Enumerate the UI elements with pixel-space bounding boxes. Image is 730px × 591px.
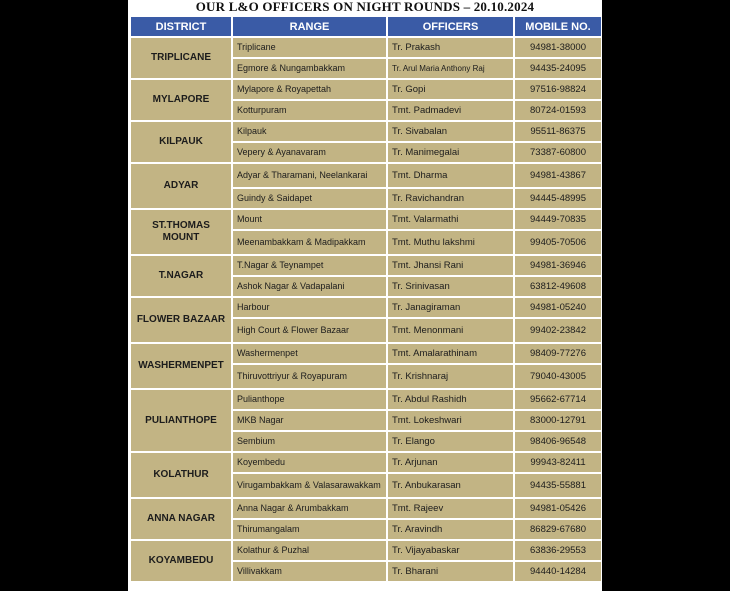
officer-cell: Tr. Elango bbox=[388, 432, 513, 451]
table-row bbox=[131, 210, 601, 229]
header-mobile: MOBILE NO. bbox=[515, 17, 601, 36]
officer-cell: Tr. Janagiraman bbox=[388, 298, 513, 317]
table-row bbox=[131, 256, 601, 275]
officer-cell: Tr. Arjunan bbox=[388, 453, 513, 472]
mobile-cell: 95662-67714 bbox=[515, 390, 601, 409]
range-cell: Adyar & Tharamani, Neelankarai bbox=[233, 164, 386, 187]
officer-cell: Tmt. Jhansi Rani bbox=[388, 256, 513, 275]
officer-cell: Tr. Aravindh bbox=[388, 520, 513, 539]
table-row bbox=[131, 298, 601, 317]
mobile-cell: 94440-14284 bbox=[515, 562, 601, 581]
range-cell: Washermenpet bbox=[233, 344, 386, 363]
district-cell: T.NAGAR bbox=[131, 256, 231, 296]
officer-cell: Tr. Sivabalan bbox=[388, 122, 513, 141]
district-cell: KOYAMBEDU bbox=[131, 541, 231, 581]
mobile-cell: 99402-23842 bbox=[515, 319, 601, 342]
table-row bbox=[131, 499, 601, 518]
mobile-cell: 97516-98824 bbox=[515, 80, 601, 99]
range-cell: Egmore & Nungambakkam bbox=[233, 59, 386, 78]
officer-cell: Tr. Ravichandran bbox=[388, 189, 513, 208]
mobile-cell: 99405-70506 bbox=[515, 231, 601, 254]
mobile-cell: 79040-43005 bbox=[515, 365, 601, 388]
district-cell: ADYAR bbox=[131, 164, 231, 208]
table-row bbox=[131, 164, 601, 187]
range-cell: High Court & Flower Bazaar bbox=[233, 319, 386, 342]
officer-cell: Tr. Krishnaraj bbox=[388, 365, 513, 388]
mobile-cell: 94981-05240 bbox=[515, 298, 601, 317]
table-row bbox=[131, 541, 601, 560]
mobile-cell: 86829-67680 bbox=[515, 520, 601, 539]
range-cell: Harbour bbox=[233, 298, 386, 317]
officer-cell: Tr. Anbukarasan bbox=[388, 474, 513, 497]
range-cell: Ashok Nagar & Vadapalani bbox=[233, 277, 386, 296]
mobile-cell: 98406-96548 bbox=[515, 432, 601, 451]
officer-cell: Tmt. Muthu lakshmi bbox=[388, 231, 513, 254]
page-title: OUR L&O OFFICERS ON NIGHT ROUNDS – 20.10.2024 bbox=[195, 0, 535, 14]
table-body bbox=[131, 38, 601, 581]
range-cell: Thiruvottriyur & Royapuram bbox=[233, 365, 386, 388]
district-cell: KILPAUK bbox=[131, 122, 231, 162]
mobile-cell: 94449-70835 bbox=[515, 210, 601, 229]
officers-sheet bbox=[128, 0, 602, 591]
officer-cell: Tmt. Dharma bbox=[388, 164, 513, 187]
district-cell: TRIPLICANE bbox=[131, 38, 231, 78]
range-cell: Meenambakkam & Madipakkam bbox=[233, 231, 386, 254]
range-cell: MKB Nagar bbox=[233, 411, 386, 430]
mobile-cell: 94981-36946 bbox=[515, 256, 601, 275]
mobile-cell: 63836-29553 bbox=[515, 541, 601, 560]
range-cell: Guindy & Saidapet bbox=[233, 189, 386, 208]
officer-cell: Tmt. Menonmani bbox=[388, 319, 513, 342]
range-cell: Villivakkam bbox=[233, 562, 386, 581]
table-row bbox=[131, 390, 601, 409]
officer-cell: Tr. Arul Maria Anthony Raj bbox=[388, 59, 513, 78]
range-cell: Mylapore & Royapettah bbox=[233, 80, 386, 99]
officer-cell: Tr. Vijayabaskar bbox=[388, 541, 513, 560]
officer-cell: Tr. Prakash bbox=[388, 38, 513, 57]
mobile-cell: 94445-48995 bbox=[515, 189, 601, 208]
header-row bbox=[131, 17, 601, 36]
header-officers: OFFICERS bbox=[388, 17, 513, 36]
table-row bbox=[131, 453, 601, 472]
mobile-cell: 63812-49608 bbox=[515, 277, 601, 296]
officer-cell: Tmt. Amalarathinam bbox=[388, 344, 513, 363]
range-cell: Triplicane bbox=[233, 38, 386, 57]
table-row bbox=[131, 80, 601, 99]
district-cell: PULIANTHOPE bbox=[131, 390, 231, 451]
mobile-cell: 99943-82411 bbox=[515, 453, 601, 472]
mobile-cell: 94981-43867 bbox=[515, 164, 601, 187]
header-range: RANGE bbox=[233, 17, 386, 36]
mobile-cell: 73387-60800 bbox=[515, 143, 601, 162]
mobile-cell: 98409-77276 bbox=[515, 344, 601, 363]
mobile-cell: 80724-01593 bbox=[515, 101, 601, 120]
mobile-cell: 94435-55881 bbox=[515, 474, 601, 497]
table-row bbox=[131, 344, 601, 363]
officer-cell: Tmt. Rajeev bbox=[388, 499, 513, 518]
header-district: DISTRICT bbox=[131, 17, 231, 36]
mobile-cell: 94435-24095 bbox=[515, 59, 601, 78]
range-cell: Thirumangalam bbox=[233, 520, 386, 539]
range-cell: Mount bbox=[233, 210, 386, 229]
officer-cell: Tr. Gopi bbox=[388, 80, 513, 99]
district-cell: ST.THOMAS MOUNT bbox=[131, 210, 231, 254]
district-cell: KOLATHUR bbox=[131, 453, 231, 497]
district-cell: WASHERMENPET bbox=[131, 344, 231, 388]
range-cell: Kilpauk bbox=[233, 122, 386, 141]
mobile-cell: 94981-38000 bbox=[515, 38, 601, 57]
district-cell: FLOWER BAZAAR bbox=[131, 298, 231, 342]
officer-cell: Tr. Abdul Rashidh bbox=[388, 390, 513, 409]
officers-table bbox=[129, 15, 602, 583]
officer-cell: Tr. Manimegalai bbox=[388, 143, 513, 162]
district-cell: ANNA NAGAR bbox=[131, 499, 231, 539]
table-row bbox=[131, 122, 601, 141]
range-cell: Sembium bbox=[233, 432, 386, 451]
range-cell: Koyembedu bbox=[233, 453, 386, 472]
range-cell: Anna Nagar & Arumbakkam bbox=[233, 499, 386, 518]
mobile-cell: 95511-86375 bbox=[515, 122, 601, 141]
table-row bbox=[131, 38, 601, 57]
range-cell: Vepery & Ayanavaram bbox=[233, 143, 386, 162]
range-cell: Kolathur & Puzhal bbox=[233, 541, 386, 560]
officer-cell: Tmt. Lokeshwari bbox=[388, 411, 513, 430]
mobile-cell: 94981-05426 bbox=[515, 499, 601, 518]
range-cell: Pulianthope bbox=[233, 390, 386, 409]
district-cell: MYLAPORE bbox=[131, 80, 231, 120]
range-cell: Kotturpuram bbox=[233, 101, 386, 120]
mobile-cell: 83000-12791 bbox=[515, 411, 601, 430]
officer-cell: Tmt. Valarmathi bbox=[388, 210, 513, 229]
officer-cell: Tr. Bharani bbox=[388, 562, 513, 581]
range-cell: Virugambakkam & Valasarawakkam bbox=[233, 474, 386, 497]
officer-cell: Tmt. Padmadevi bbox=[388, 101, 513, 120]
range-cell: T.Nagar & Teynampet bbox=[233, 256, 386, 275]
officer-cell: Tr. Srinivasan bbox=[388, 277, 513, 296]
